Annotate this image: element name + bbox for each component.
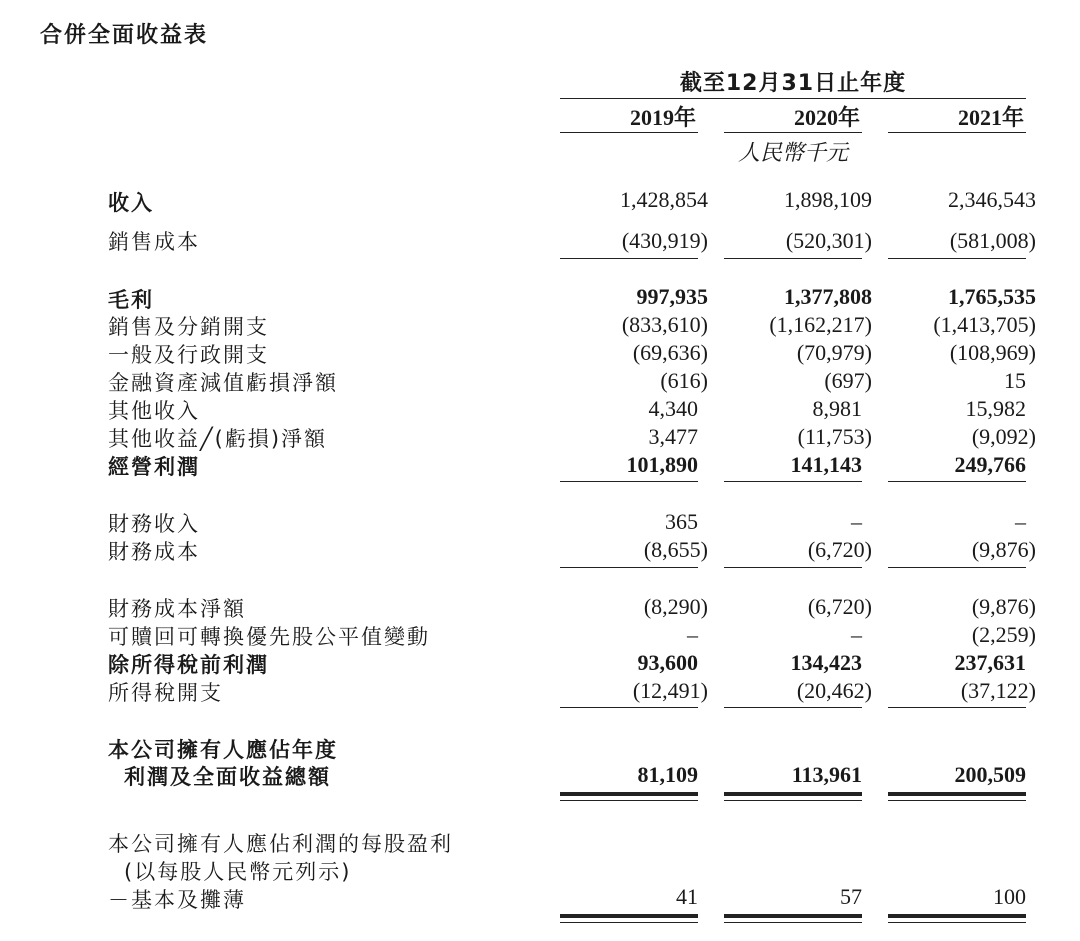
tax-line-2020 [724, 707, 862, 708]
row-value-net-finance-costs-2021: (9,876) [971, 594, 1036, 619]
row-value-profit-before-tax-2021: 237,631 [954, 650, 1026, 675]
row-label-income-tax: 所得稅開支 [108, 681, 223, 705]
row-value-other-income-2021: 15,982 [965, 396, 1026, 421]
row-value-cost-of-sales-2021: (581,008) [949, 228, 1036, 253]
row-value-impairment-2021: 15 [1004, 368, 1026, 393]
subtotal-line-2020 [724, 258, 862, 259]
operating-line-2021 [888, 481, 1026, 482]
row-value-selling-expenses-2021: (1,413,705) [933, 312, 1036, 337]
row-value-operating-profit-2019: 101,890 [626, 452, 698, 477]
row-value-finance-costs-2020: (6,720) [807, 537, 872, 562]
year-2021-header: 2021年 [957, 105, 1024, 130]
row-value-revenue-2020: 1,898,109 [784, 187, 872, 212]
row-value-finance-income-2020: – [851, 509, 862, 534]
row-label-other-gains: 其他收益╱(虧損)淨額 [108, 427, 328, 451]
row-label-finance-costs: 財務成本 [108, 540, 200, 564]
row-value-finance-costs-2021: (9,876) [971, 537, 1036, 562]
row-value-finance-costs-2019: (8,655) [643, 537, 708, 562]
row-value-profit-before-tax-2020: 134,423 [790, 650, 862, 675]
row-label-gross-profit: 毛利 [108, 288, 154, 312]
row-value-selling-expenses-2020: (1,162,217) [769, 312, 872, 337]
row-value-gross-profit-2019: 997,935 [636, 284, 708, 309]
year-2021-underline [888, 132, 1026, 133]
row-value-finance-income-2019: 365 [665, 509, 698, 534]
profit-total-value-2019: 81,109 [637, 762, 698, 787]
row-value-net-finance-costs-2019: (8,290) [643, 594, 708, 619]
profit-total-value-2021: 200,509 [954, 762, 1026, 787]
row-label-net-finance-costs: 財務成本淨額 [108, 597, 246, 621]
row-value-gross-profit-2021: 1,765,535 [948, 284, 1036, 309]
row-label-revenue: 收入 [108, 191, 154, 215]
eps-value-2020: 57 [840, 884, 862, 909]
row-value-income-tax-2019: (12,491) [632, 678, 708, 703]
tax-line-2021 [888, 707, 1026, 708]
eps-label-line3: －基本及攤薄 [108, 888, 246, 912]
row-value-fair-value-change-2019: – [687, 622, 698, 647]
row-value-other-income-2019: 4,340 [648, 396, 698, 421]
row-label-operating-profit: 經營利潤 [108, 455, 200, 479]
row-label-admin-expenses: 一般及行政開支 [108, 343, 269, 367]
row-value-cost-of-sales-2020: (520,301) [785, 228, 872, 253]
row-label-cost-of-sales: 銷售成本 [108, 230, 200, 254]
period-underline [560, 98, 1026, 99]
total-double-line-2021 [888, 792, 1026, 801]
row-value-profit-before-tax-2019: 93,600 [637, 650, 698, 675]
eps-double-line-2019 [560, 914, 698, 923]
finance-line-2020 [724, 567, 862, 568]
statement-title: 合併全面收益表 [40, 23, 209, 48]
row-label-other-income: 其他收入 [108, 399, 200, 423]
eps-double-line-2021 [888, 914, 1026, 923]
row-value-admin-expenses-2020: (70,979) [796, 340, 872, 365]
profit-total-label-line2: 利潤及全面收益總額 [124, 765, 331, 789]
eps-label-line2: (以每股人民幣元列示) [124, 860, 352, 884]
year-2019-header: 2019年 [629, 105, 696, 130]
eps-label-line1: 本公司擁有人應佔利潤的每股盈利 [108, 832, 453, 856]
subtotal-line-2021 [888, 258, 1026, 259]
row-value-other-income-2020: 8,981 [812, 396, 862, 421]
row-value-impairment-2019: (616) [660, 368, 708, 393]
year-2020-header: 2020年 [793, 105, 860, 130]
row-label-impairment: 金融資產減值虧損淨額 [108, 371, 338, 395]
row-value-gross-profit-2020: 1,377,808 [784, 284, 872, 309]
row-value-operating-profit-2020: 141,143 [790, 452, 862, 477]
operating-line-2020 [724, 481, 862, 482]
eps-value-2021: 100 [993, 884, 1026, 909]
total-double-line-2019 [560, 792, 698, 801]
row-value-other-gains-2020: (11,753) [797, 424, 872, 449]
row-value-fair-value-change-2021: (2,259) [971, 622, 1036, 647]
eps-double-line-2020 [724, 914, 862, 923]
year-2020-underline [724, 132, 862, 133]
row-value-revenue-2021: 2,346,543 [948, 187, 1036, 212]
profit-total-label-line1: 本公司擁有人應佔年度 [108, 738, 338, 762]
eps-value-2019: 41 [676, 884, 698, 909]
operating-line-2019 [560, 481, 698, 482]
row-value-other-gains-2021: (9,092) [971, 424, 1036, 449]
row-value-income-tax-2020: (20,462) [796, 678, 872, 703]
row-value-operating-profit-2021: 249,766 [954, 452, 1026, 477]
profit-total-value-2020: 113,961 [791, 762, 862, 787]
row-label-fair-value-change: 可贖回可轉換優先股公平值變動 [108, 625, 430, 649]
row-value-selling-expenses-2019: (833,610) [621, 312, 708, 337]
row-value-income-tax-2021: (37,122) [960, 678, 1036, 703]
finance-line-2021 [888, 567, 1026, 568]
row-value-finance-income-2021: – [1015, 509, 1026, 534]
row-value-admin-expenses-2021: (108,969) [949, 340, 1036, 365]
row-value-other-gains-2019: 3,477 [648, 424, 698, 449]
row-value-impairment-2020: (697) [824, 368, 872, 393]
row-value-net-finance-costs-2020: (6,720) [807, 594, 872, 619]
unit-label: 人民幣千元 [737, 141, 848, 166]
row-label-selling-expenses: 銷售及分銷開支 [108, 315, 269, 339]
row-value-admin-expenses-2019: (69,636) [632, 340, 708, 365]
row-value-revenue-2019: 1,428,854 [620, 187, 708, 212]
row-label-profit-before-tax: 除所得稅前利潤 [108, 653, 269, 677]
tax-line-2019 [560, 707, 698, 708]
row-value-fair-value-change-2020: – [851, 622, 862, 647]
row-value-cost-of-sales-2019: (430,919) [621, 228, 708, 253]
row-label-finance-income: 財務收入 [108, 512, 200, 536]
period-header: 截至12月31日止年度 [679, 71, 907, 96]
finance-line-2019 [560, 567, 698, 568]
year-2019-underline [560, 132, 698, 133]
total-double-line-2020 [724, 792, 862, 801]
subtotal-line-2019 [560, 258, 698, 259]
